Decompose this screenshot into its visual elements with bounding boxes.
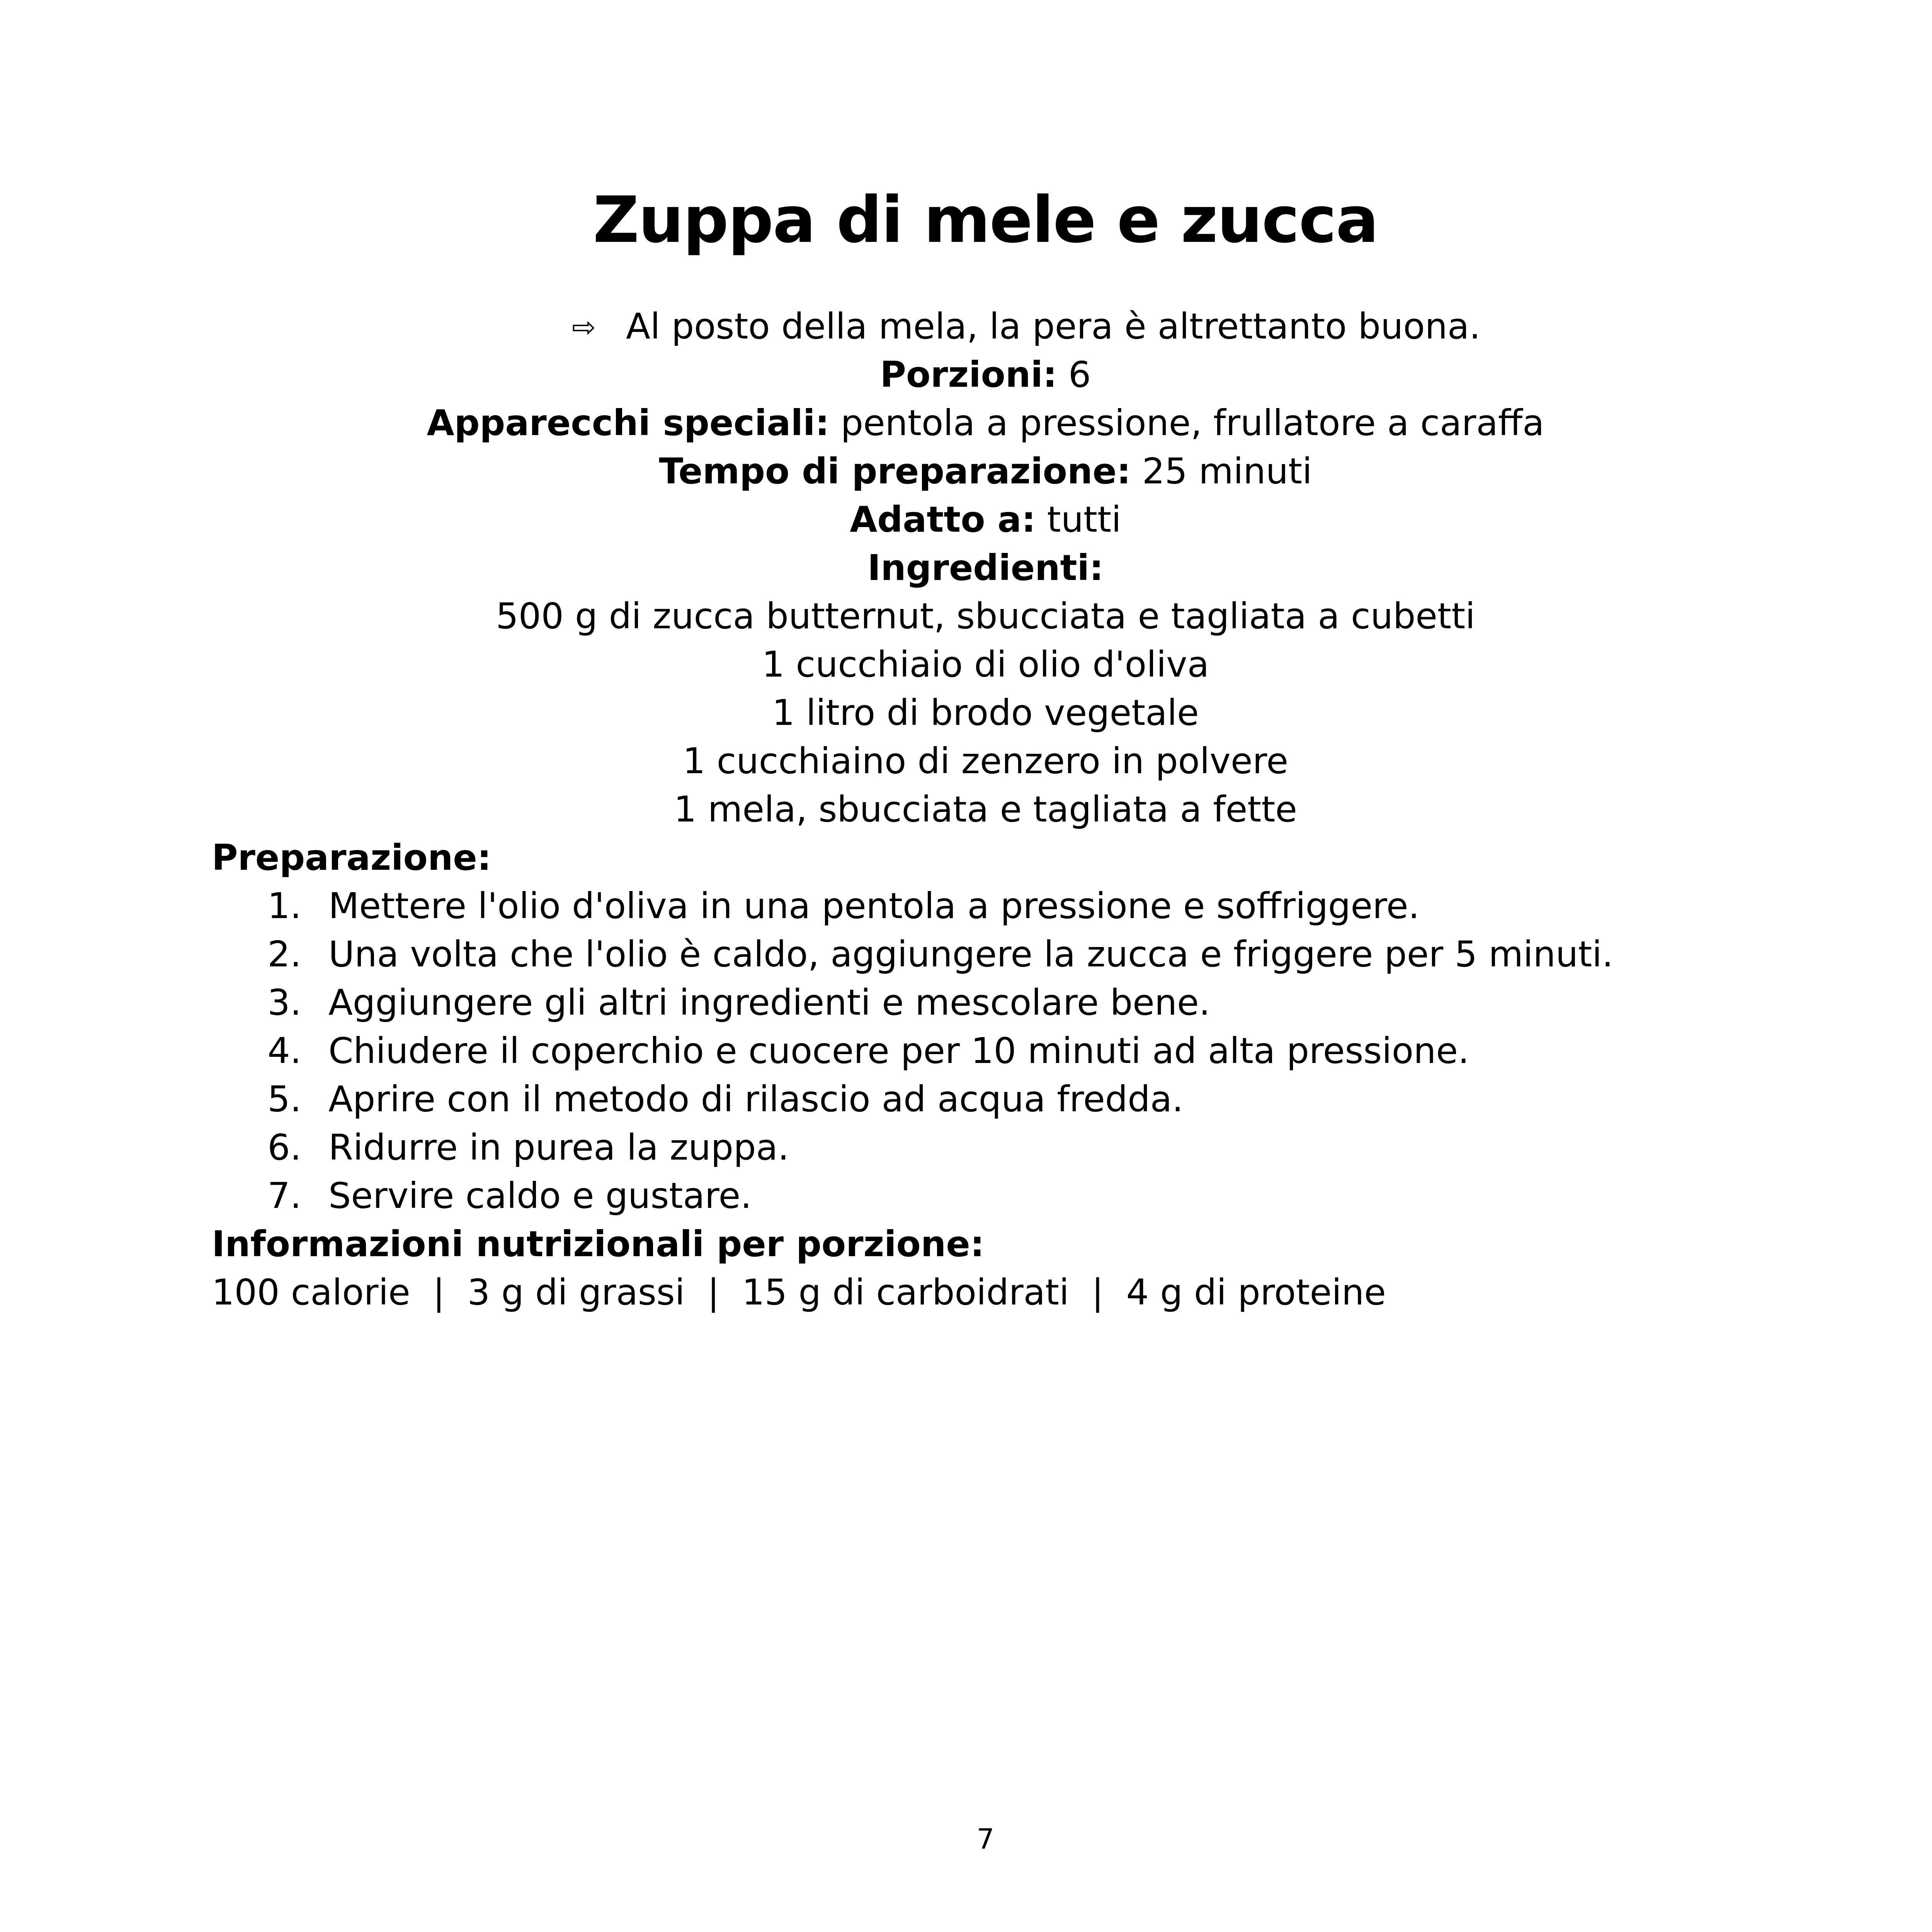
preparation-heading: Preparazione:	[212, 837, 492, 878]
step-text: Aggiungere gli altri ingredienti e mescolare bene.	[328, 982, 1210, 1023]
prep-time-label: Tempo di preparazione:	[659, 451, 1131, 492]
ingredient-item: 1 litro di brodo vegetale	[772, 692, 1199, 733]
page-number: 7	[976, 1823, 995, 1855]
step-text: Chiudere il coperchio e cuocere per 10 minuti ad alta pressione.	[328, 1030, 1469, 1071]
nutrition-values: 100 calorie | 3 g di grassi | 15 g di carboidrati | 4 g di proteine	[212, 1272, 1386, 1313]
arrow-right-icon: ⇨	[572, 311, 596, 344]
servings-label: Porzioni:	[880, 354, 1057, 395]
ingredient-item: 500 g di zucca butternut, sbucciata e tagliata a cubetti	[496, 595, 1475, 637]
step-text: Aprire con il metodo di rilascio ad acqua fredda.	[328, 1078, 1184, 1120]
step-number: 5.	[267, 1078, 301, 1120]
recipe-title: Zuppa di mele e zucca	[593, 183, 1378, 257]
step-number: 3.	[267, 982, 301, 1023]
tip-text: Al posto della mela, la pera è altrettanto buona.	[626, 306, 1481, 347]
equipment-value: pentola a pressione, frullatore a caraffa	[829, 402, 1544, 444]
ingredients-heading: Ingredienti:	[867, 547, 1104, 588]
step-text: Servire caldo e gustare.	[328, 1175, 752, 1216]
ingredient-item: 1 cucchiaino di zenzero in polvere	[683, 740, 1288, 782]
servings-value: 6	[1057, 354, 1091, 395]
recipe-tip	[572, 305, 1481, 348]
step-text: Ridurre in purea la zuppa.	[328, 1127, 789, 1168]
suitable-line	[0, 498, 1932, 541]
step-number: 2.	[267, 934, 301, 975]
ingredient-item: 1 mela, sbucciata e tagliata a fette	[673, 789, 1298, 830]
step-number: 7.	[267, 1175, 301, 1216]
step-number: 4.	[267, 1030, 301, 1071]
step-number: 1.	[267, 885, 301, 927]
suitable-value: tutti	[1036, 499, 1121, 540]
servings-line	[0, 354, 1932, 396]
step-text: Una volta che l'olio è caldo, aggiungere la zucca e friggere per 5 minuti.	[328, 934, 1614, 975]
prep-time-line	[0, 450, 1932, 493]
nutrition-heading: Informazioni nutrizionali per porzione:	[212, 1223, 985, 1265]
step-text: Mettere l'olio d'oliva in una pentola a pressione e soffriggere.	[328, 885, 1420, 927]
ingredient-item: 1 cucchiaio di olio d'oliva	[762, 644, 1209, 685]
suitable-label: Adatto a:	[850, 499, 1036, 540]
equipment-line	[0, 402, 1932, 444]
equipment-label: Apparecchi speciali:	[427, 402, 830, 444]
step-number: 6.	[267, 1127, 301, 1168]
prep-time-value: 25 minuti	[1131, 451, 1312, 492]
